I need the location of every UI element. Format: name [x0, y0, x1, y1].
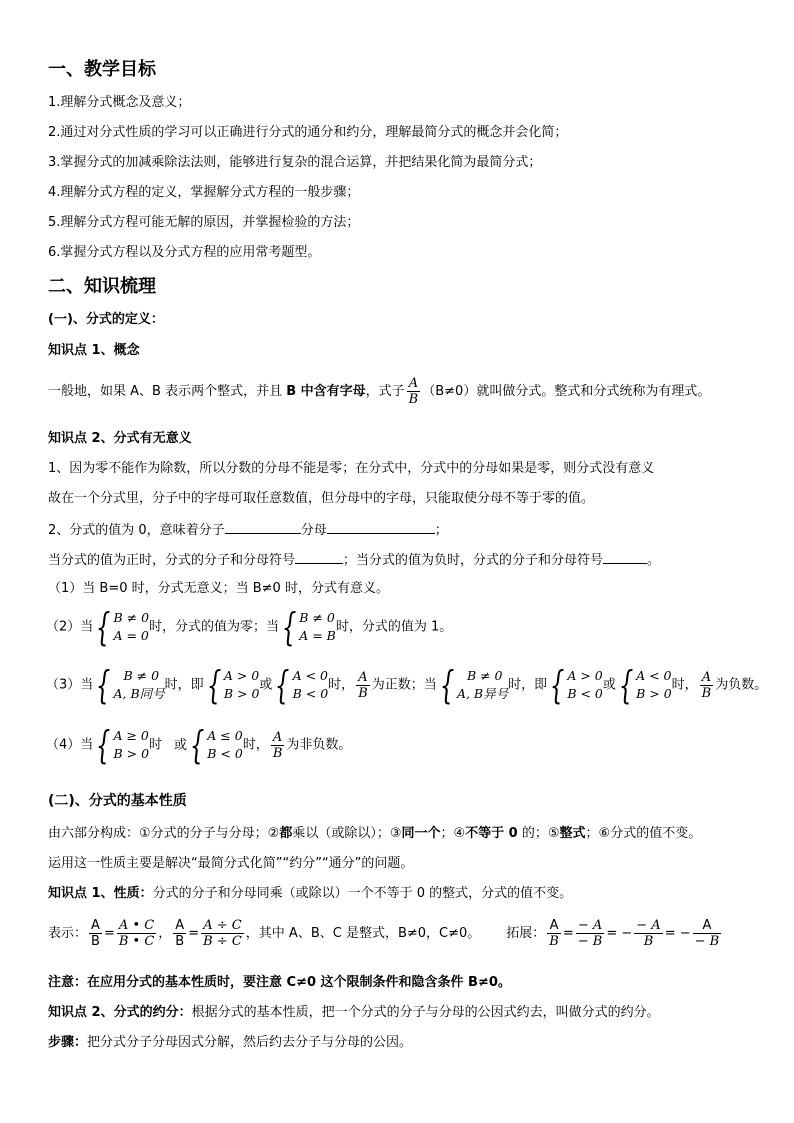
- property-statement: 知识点 1、性质：分式的分子和分母同乘（或除以）一个不等于 0 的整式，分式的值不变。: [48, 886, 573, 901]
- paragraph: 运用这一性质主要是解决“最简分式化简”“约分”“通分”的问题。: [48, 856, 414, 871]
- goal-item: 1.理解分式概念及意义；: [48, 95, 191, 110]
- subsection-title: (一)、分式的定义：: [48, 312, 164, 327]
- knowledge-point-title: 知识点 2、分式有无意义: [48, 431, 192, 446]
- answer-blank[interactable]: [603, 550, 647, 564]
- goal-item: 2.通过对分式性质的学习可以正确进行分式的通分和约分，理解最简分式的概念并会化简；: [48, 125, 568, 140]
- reduction-definition: 知识点 2、分式的约分：根据分式的基本性质，把一个分式的分子与分母的公因式约去，叫做分式的约分。: [48, 1005, 660, 1020]
- case-3: （3）当 { B ≠ 0 A, B同号 时，即 { A > 0 B > 0 或 { A < 0 B < 0 时， $\frac{A}{B}$ 为正数；当 { B ≠ 0 A, B异号 时，即 { A > 0 B < 0 或 { A < 0 B > 0 时， $\frac{A}{B}$ 为负数。: [46, 663, 768, 707]
- case-2: （2）当 { B ≠ 0 A = 0 时，分式的值为零；当 { B ≠ 0 A = B 时，分式的值为 1。: [46, 605, 453, 649]
- case-1: （1）当 B=0 时，分式无意义；当 B≠0 时，分式有意义。: [48, 581, 389, 596]
- goal-item: 3.掌握分式的加减乘除法法则，能够进行复杂的混合运算，并把结果化简为最简分式；: [48, 155, 542, 170]
- paragraph: 故在一个分式里，分子中的字母可取任意数值，但分母中的字母，只能取使分母不等于零的值。: [48, 491, 595, 506]
- goal-item: 5.理解分式方程可能无解的原因，并掌握检验的方法；: [48, 215, 360, 230]
- answer-blank[interactable]: [327, 520, 435, 534]
- definition-line: 一般地，如果 A、B 表示两个整式，并且 B 中含有字母，式子 $\frac{A}{B}$ （B≠0）就叫做分式。整式和分式统称为有理式。: [48, 376, 711, 407]
- case-4: （4）当 { A ≥ 0 B > 0 时 或 { A ≤ 0 B < 0 时， $\frac{A}{B}$ 为非负数。: [46, 723, 352, 767]
- reduction-steps: 步骤：把分式分子分母因式分解，然后约去分子与分母的公因。: [48, 1035, 413, 1050]
- paragraph: 1、因为零不能作为除数，所以分数的分母不能是零；在分式中，分式中的分母如果是零，则分式没有意义: [48, 461, 655, 476]
- note: 注意：在应用分式的基本性质时，要注意 C≠0 这个限制条件和隐含条件 B≠0。: [48, 975, 511, 990]
- fill-blank-line: 2、分式的值为 0，意味着分子 分母 ；: [48, 520, 448, 540]
- answer-blank[interactable]: [295, 550, 343, 564]
- knowledge-point-title: 知识点 1、概念: [48, 343, 140, 358]
- property-formula: 表示： $\frac{A}{B}$ = $\frac{A • C}{B • C}$ ， $\frac{A}{B}$ = $\frac{A \div C}{B \div C}$ ，其中 A、B、C 是整式，B≠0，C≠0。 拓展： $\frac{A}{B}$ = $\frac{- A}{- B}$ = − $\frac{- A}{B}$ = − $\frac{A}{- B}$: [48, 918, 720, 949]
- fill-blank-line: 当分式的值为正时，分式的分子和分母符号 ；当分式的值为负时，分式的分子和分母符号 。: [48, 550, 660, 570]
- answer-blank[interactable]: [225, 520, 301, 534]
- goal-item: 4.理解分式方程的定义，掌握解分式方程的一般步骤；: [48, 185, 360, 200]
- section-title-2: 二、知识梳理: [48, 276, 156, 297]
- goal-item: 6.掌握分式方程以及分式方程的应用常考题型。: [48, 245, 321, 260]
- property-parts: 由六部分构成：①分式的分子与分母；②都乘以（或除以）；③同一个；④不等于 0 的；⑤整式；⑥分式的值不变。: [48, 826, 702, 841]
- fraction-a-over-b: $\frac{A}{B}$: [408, 376, 419, 407]
- subsection-title: (二)、分式的基本性质: [48, 793, 187, 809]
- section-title-1: 一、教学目标: [48, 59, 156, 80]
